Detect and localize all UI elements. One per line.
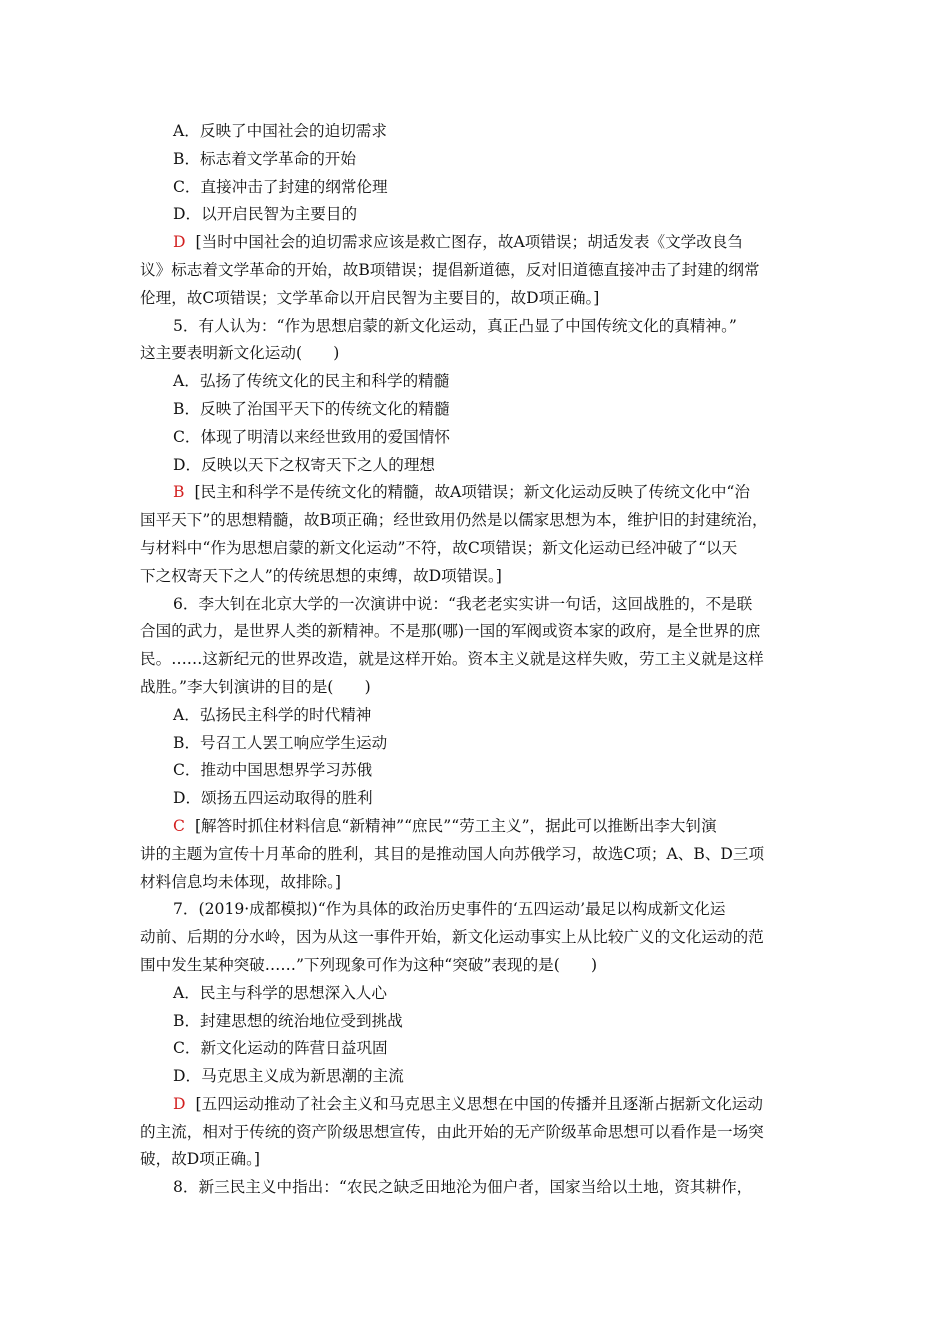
answer-explanation <box>140 229 816 312</box>
question-stem: 8．新三民主义中指出：“农民之缺乏田地沦为佃户者，国家当给以土地，资其耕作， <box>173 1178 753 1197</box>
explanation-line: 下之权寄天下之人”的传统思想的束缚，故D项错误。] <box>140 566 502 585</box>
explanation-line: 伦理，故C项错误；文学革命以开启民智为主要目的，故D项正确。] <box>140 288 600 307</box>
explanation-line: [当时中国社会的迫切需求应该是救亡图存，故A项错误；胡适发表《文学改良刍 <box>195 233 744 252</box>
answer-letter: D <box>173 1094 186 1113</box>
option-a: A．弘扬了传统文化的民主和科学的精髓 <box>173 372 450 391</box>
option-a: A．民主与科学的思想深入人心 <box>173 983 387 1002</box>
question-stem: 6．李大钊在北京大学的一次演讲中说：“我老老实实讲一句话，这回战胜的，不是联 <box>173 594 753 613</box>
option-d: D．马克思主义成为新思潮的主流 <box>173 1067 404 1086</box>
option-a: A．弘扬民主科学的时代精神 <box>173 705 372 724</box>
explanation-line: [解答时抓住材料信息“新精神”“庶民”“劳工主义”，据此可以推断出李大钊演 <box>194 816 717 835</box>
option-c: C．直接冲击了封建的纲常伦理 <box>173 177 388 196</box>
question-stem: 围中发生某种突破……”下列现象可作为这种“突破”表现的是( ) <box>140 955 598 974</box>
question-7 <box>140 896 816 1174</box>
option-d: D．以开启民智为主要目的 <box>173 205 358 224</box>
option-c: C．体现了明清以来经世致用的爱国情怀 <box>173 427 451 446</box>
option-d: D．颂扬五四运动取得的胜利 <box>173 789 373 808</box>
question-stem: 这主要表明新文化运动( ) <box>140 344 340 363</box>
explanation-line: [民主和科学不是传统文化的精髓，故A项错误；新文化运动反映了传统文化中“治 <box>194 483 750 502</box>
question-6 <box>140 591 816 897</box>
option-d: D．反映以天下之权寄天下之人的理想 <box>173 455 436 474</box>
explanation-line: 破，故D项正确。] <box>140 1150 260 1169</box>
option-b: B．号召工人罢工响应学生运动 <box>173 733 388 752</box>
question-5 <box>140 313 816 591</box>
question-8 <box>140 1174 816 1202</box>
explanation-line: 材料信息均未体现，故排除。] <box>140 872 342 891</box>
answer-explanation <box>140 1091 816 1174</box>
question-stem: 5．有人认为：“作为思想启蒙的新文化运动，真正凸显了中国传统文化的真精神。” <box>173 316 737 335</box>
option-b: B．反映了治国平天下的传统文化的精髓 <box>173 399 450 418</box>
document-body <box>140 118 816 1202</box>
question-stem: 动前、后期的分水岭，因为从这一事件开始，新文化运动事实上从比较广义的文化运动的范 <box>140 928 764 947</box>
answer-letter: C <box>173 816 185 835</box>
question-4 <box>140 118 816 313</box>
option-c: C．推动中国思想界学习苏俄 <box>173 761 373 780</box>
question-stem: 合国的武力，是世界人类的新精神。不是那(哪)一国的军阀或资本家的政府，是全世界的庶 <box>140 622 761 641</box>
answer-explanation <box>140 479 816 590</box>
option-c: C．新文化运动的阵营日益巩固 <box>173 1039 388 1058</box>
option-a: A．反映了中国社会的迫切需求 <box>173 122 387 140</box>
option-b: B．封建思想的统治地位受到挑战 <box>173 1011 403 1030</box>
question-stem: 7．(2019·成都模拟)“作为具体的政治历史事件的‘五四运动’最足以构成新文化运 <box>173 900 726 919</box>
explanation-line: [五四运动推动了社会主义和马克思主义思想在中国的传播并且逐渐占据新文化运动 <box>195 1094 763 1113</box>
explanation-line: 议》标志着文学革命的开始，故B项错误；提倡新道德，反对旧道德直接冲击了封建的纲常 <box>140 260 760 279</box>
option-b: B．标志着文学革命的开始 <box>173 149 356 168</box>
answer-letter: D <box>173 233 186 252</box>
answer-letter: B <box>173 483 185 502</box>
explanation-line: 国平天下”的思想精髓，故B项正确；经世致用仍然是以儒家思想为本，维护旧的封建统治， <box>140 511 768 530</box>
explanation-line: 与材料中“作为思想启蒙的新文化运动”不符，故C项错误；新文化运动已经冲破了“以天 <box>140 538 738 557</box>
answer-explanation <box>140 813 816 896</box>
question-stem: 民。……这新纪元的世界改造，就是这样开始。资本主义就是这样失败，劳工主义就是这样 <box>140 650 764 669</box>
explanation-line: 讲的主题为宣传十月革命的胜利，其目的是推动国人向苏俄学习，故选C项；A、B、D三项 <box>140 844 765 863</box>
question-stem: 战胜。”李大钊演讲的目的是( ) <box>140 677 371 696</box>
explanation-line: 的主流，相对于传统的资产阶级思想宣传，由此开始的无产阶级革命思想可以看作是一场突 <box>140 1122 764 1141</box>
